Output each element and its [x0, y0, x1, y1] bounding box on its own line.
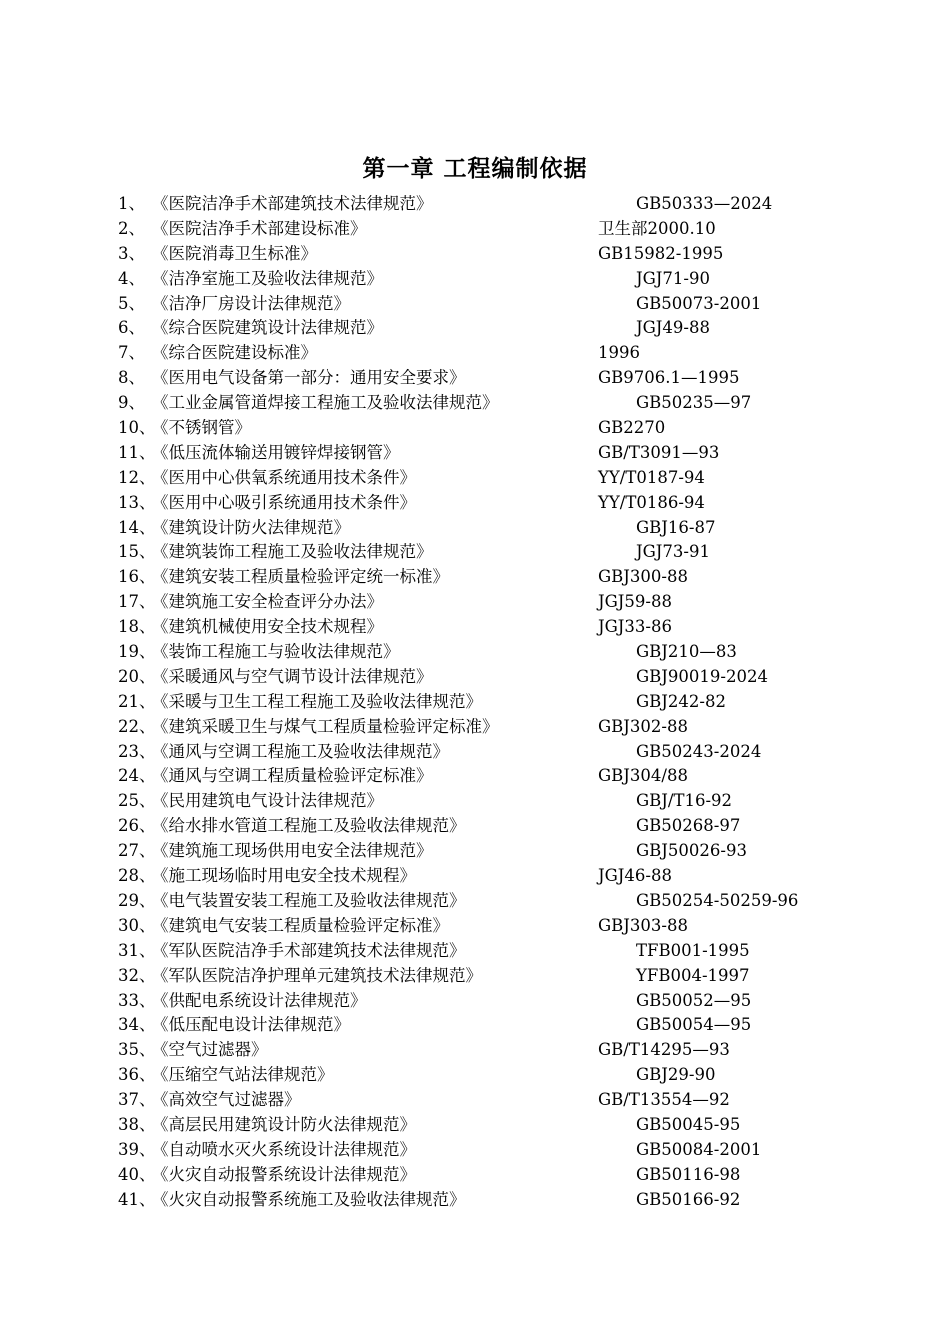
- item-code: GB50052—95: [636, 990, 752, 1010]
- list-item: [0, 316, 950, 341]
- list-item: [0, 416, 950, 441]
- item-title: 《自动喷水灭火系统设计法律规范》: [152, 1139, 416, 1159]
- item-code: 1996: [598, 343, 640, 363]
- item-number: 38、: [118, 1114, 156, 1134]
- item-title: 《民用建筑电气设计法律规范》: [152, 791, 383, 811]
- list-item: [0, 491, 950, 516]
- list-item: [0, 540, 950, 565]
- item-code: GBJ50026-93: [636, 841, 747, 861]
- list-item: [0, 789, 950, 814]
- item-title: 《压缩空气站法律规范》: [152, 1065, 334, 1085]
- item-number: 20、: [118, 666, 156, 686]
- item-number: 24、: [118, 766, 156, 786]
- list-item: [0, 839, 950, 864]
- item-number: 35、: [118, 1040, 156, 1060]
- item-number: 17、: [118, 592, 156, 612]
- item-code: GB50045-95: [636, 1114, 741, 1134]
- item-number: 26、: [118, 816, 156, 836]
- item-title: 《装饰工程施工与验收法律规范》: [152, 642, 400, 662]
- item-number: 22、: [118, 716, 156, 736]
- item-code: YFB004-1997: [636, 965, 750, 985]
- item-code: GB50254-50259-96: [636, 890, 799, 910]
- item-number: 7、: [118, 343, 145, 363]
- list-item: [0, 341, 950, 366]
- item-code: GB50054—95: [636, 1015, 752, 1035]
- item-code: GBJ242-82: [636, 691, 726, 711]
- item-title: 《军队医院洁净手术部建筑技术法律规范》: [152, 940, 466, 960]
- item-code: GB50333—2024: [636, 194, 773, 213]
- item-code: JGJ49-88: [636, 318, 710, 338]
- item-number: 41、: [118, 1189, 156, 1209]
- item-number: 18、: [118, 617, 156, 637]
- list-item: [0, 441, 950, 466]
- list-item: [0, 615, 950, 640]
- item-title: 《军队医院洁净护理单元建筑技术法律规范》: [152, 965, 482, 985]
- list-item: [0, 665, 950, 690]
- item-code: YY/T0186-94: [598, 492, 705, 512]
- list-item: [0, 1013, 950, 1038]
- item-code: GB50268-97: [636, 816, 741, 836]
- item-code: GB15982-1995: [598, 243, 724, 263]
- item-number: 34、: [118, 1015, 156, 1035]
- item-title: 《电气装置安装工程施工及验收法律规范》: [152, 890, 466, 910]
- list-item: [0, 914, 950, 939]
- list-item: [0, 466, 950, 491]
- item-code: GB50116-98: [636, 1164, 741, 1184]
- item-code: GB50243-2024: [636, 741, 762, 761]
- list-item: [0, 715, 950, 740]
- list-item: [0, 192, 950, 217]
- chapter-title: 第一章 工程编制依据: [362, 156, 588, 182]
- item-number: 19、: [118, 642, 156, 662]
- item-code: GB/T3091—93: [598, 442, 720, 462]
- item-code: GB9706.1—1995: [598, 368, 740, 388]
- list-item: [0, 964, 950, 989]
- item-number: 3、: [118, 243, 145, 263]
- item-number: 2、: [118, 218, 145, 238]
- item-title: 《医院消毒卫生标准》: [152, 243, 317, 263]
- item-code: GBJ210—83: [636, 642, 737, 662]
- item-code: YY/T0187-94: [598, 467, 705, 487]
- list-item: [0, 391, 950, 416]
- list-item: [0, 590, 950, 615]
- item-number: 31、: [118, 940, 156, 960]
- item-number: 28、: [118, 866, 156, 886]
- item-title: 《通风与空调工程施工及验收法律规范》: [152, 741, 449, 761]
- item-title: 《建筑装饰工程施工及验收法律规范》: [152, 542, 433, 562]
- item-number: 6、: [118, 318, 145, 338]
- item-code: GBJ300-88: [598, 567, 688, 587]
- item-title: 《综合医院建设标准》: [152, 343, 317, 363]
- item-number: 12、: [118, 467, 156, 487]
- list-item: [0, 1113, 950, 1138]
- item-code: TFB001-1995: [636, 940, 750, 960]
- item-number: 23、: [118, 741, 156, 761]
- item-code: GB50084-2001: [636, 1139, 762, 1159]
- item-title: 《建筑施工安全检查评分办法》: [152, 592, 383, 612]
- item-title: 《施工现场临时用电安全技术规程》: [152, 866, 416, 886]
- item-title: 《建筑采暖卫生与煤气工程质量检验评定标准》: [152, 716, 499, 736]
- item-number: 33、: [118, 990, 156, 1010]
- item-number: 21、: [118, 691, 156, 711]
- item-number: 16、: [118, 567, 156, 587]
- list-item: [0, 1163, 950, 1188]
- list-item: [0, 939, 950, 964]
- list-item: [0, 864, 950, 889]
- item-number: 25、: [118, 791, 156, 811]
- item-number: 4、: [118, 268, 145, 288]
- item-title: 《洁净室施工及验收法律规范》: [152, 268, 383, 288]
- item-title: 《综合医院建筑设计法律规范》: [152, 318, 383, 338]
- item-number: 36、: [118, 1065, 156, 1085]
- item-number: 27、: [118, 841, 156, 861]
- item-code: GBJ303-88: [598, 915, 688, 935]
- item-code: GB/T13554—92: [598, 1090, 730, 1110]
- list-item: [0, 740, 950, 765]
- list-item: [0, 989, 950, 1014]
- list-item: [0, 217, 950, 242]
- list-item: [0, 1188, 950, 1213]
- list-item: [0, 814, 950, 839]
- item-code: GB50235—97: [636, 393, 752, 413]
- list-item: [0, 565, 950, 590]
- item-title: 《不锈钢管》: [152, 418, 251, 438]
- item-code: JGJ73-91: [636, 542, 710, 562]
- list-item: [0, 292, 950, 317]
- item-code: GB50166-92: [636, 1189, 741, 1209]
- item-title: 《医院洁净手术部建设标准》: [152, 218, 367, 238]
- item-number: 14、: [118, 517, 156, 537]
- item-code: GB50073-2001: [636, 293, 762, 313]
- item-title: 《低压流体输送用镀锌焊接钢管》: [152, 442, 400, 462]
- item-title: 《采暖与卫生工程工程施工及验收法律规范》: [152, 691, 482, 711]
- item-title: 《建筑机械使用安全技术规程》: [152, 617, 383, 637]
- list-item: [0, 366, 950, 391]
- item-number: 40、: [118, 1164, 156, 1184]
- item-title: 《洁净厂房设计法律规范》: [152, 293, 350, 313]
- item-number: 11、: [118, 442, 156, 462]
- item-title: 《通风与空调工程质量检验评定标准》: [152, 766, 433, 786]
- item-number: 15、: [118, 542, 156, 562]
- item-code: GB2270: [598, 418, 666, 438]
- item-code: JGJ71-90: [636, 268, 710, 288]
- item-title: 《火灾自动报警系统施工及验收法律规范》: [152, 1189, 466, 1209]
- item-title: 《建筑设计防火法律规范》: [152, 517, 350, 537]
- item-code: JGJ46-88: [598, 866, 672, 886]
- item-number: 9、: [118, 393, 145, 413]
- list-item: [0, 690, 950, 715]
- item-code: 卫生部2000.10: [598, 218, 716, 238]
- item-number: 37、: [118, 1090, 156, 1110]
- item-title: 《空气过滤器》: [152, 1040, 268, 1060]
- item-number: 1、: [118, 194, 145, 213]
- item-code: GBJ16-87: [636, 517, 716, 537]
- item-code: GBJ/T16-92: [636, 791, 733, 811]
- item-title: 《高层民用建筑设计防火法律规范》: [152, 1114, 416, 1134]
- item-code: GB/T14295—93: [598, 1040, 730, 1060]
- item-title: 《给水排水管道工程施工及验收法律规范》: [152, 816, 466, 836]
- list-item: [0, 1088, 950, 1113]
- item-title: 《医用中心供氧系统通用技术条件》: [152, 467, 416, 487]
- item-title: 《高效空气过滤器》: [152, 1090, 301, 1110]
- list-item: [0, 1063, 950, 1088]
- item-title: 《建筑电气安装工程质量检验评定标准》: [152, 915, 449, 935]
- list-item: [0, 1038, 950, 1063]
- item-code: JGJ59-88: [598, 592, 672, 612]
- item-number: 5、: [118, 293, 145, 313]
- item-title: 《低压配电设计法律规范》: [152, 1015, 350, 1035]
- item-number: 39、: [118, 1139, 156, 1159]
- item-title: 《供配电系统设计法律规范》: [152, 990, 367, 1010]
- item-title: 《医院洁净手术部建筑技术法律规范》: [152, 194, 433, 213]
- list-item: [0, 1138, 950, 1163]
- item-number: 29、: [118, 890, 156, 910]
- item-code: GBJ90019-2024: [636, 666, 768, 686]
- item-title: 《建筑安装工程质量检验评定统一标准》: [152, 567, 449, 587]
- list-item: [0, 640, 950, 665]
- item-title: 《医用电气设备第一部分：通用安全要求》: [152, 368, 466, 388]
- item-number: 32、: [118, 965, 156, 985]
- standards-list: [0, 192, 950, 1213]
- list-item: [0, 764, 950, 789]
- list-item: [0, 889, 950, 914]
- item-number: 10、: [118, 418, 156, 438]
- list-item: [0, 267, 950, 292]
- item-number: 30、: [118, 915, 156, 935]
- item-code: JGJ33-86: [598, 617, 672, 637]
- item-code: GBJ304/88: [598, 766, 688, 786]
- item-code: GBJ302-88: [598, 716, 688, 736]
- item-title: 《采暖通风与空气调节设计法律规范》: [152, 666, 433, 686]
- list-item: [0, 242, 950, 267]
- list-item: [0, 516, 950, 541]
- item-title: 《工业金属管道焊接工程施工及验收法律规范》: [152, 393, 499, 413]
- item-number: 13、: [118, 492, 156, 512]
- item-number: 8、: [118, 368, 145, 388]
- item-title: 《火灾自动报警系统设计法律规范》: [152, 1164, 416, 1184]
- item-title: 《建筑施工现场供用电安全法律规范》: [152, 841, 433, 861]
- item-code: GBJ29-90: [636, 1065, 716, 1085]
- item-title: 《医用中心吸引系统通用技术条件》: [152, 492, 416, 512]
